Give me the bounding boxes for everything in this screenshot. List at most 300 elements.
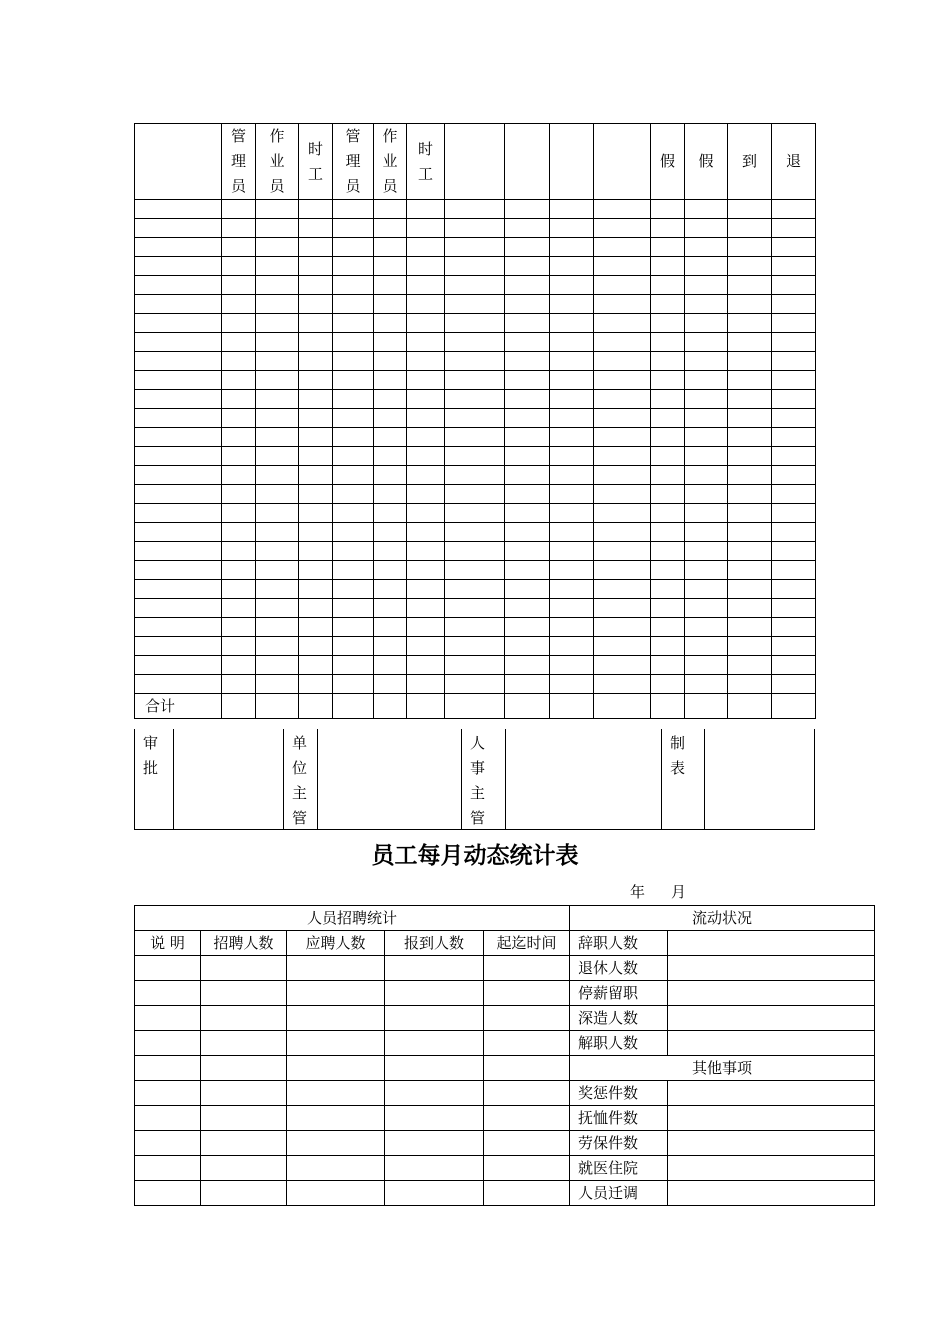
table-cell[interactable]: [772, 656, 816, 675]
table-cell[interactable]: [333, 599, 374, 618]
table-cell[interactable]: [685, 580, 728, 599]
table-cell[interactable]: [222, 618, 256, 637]
table-cell[interactable]: [222, 200, 256, 219]
table-cell[interactable]: [772, 219, 816, 238]
recruit-cell[interactable]: [385, 1181, 484, 1206]
recruit-cell[interactable]: [287, 1181, 385, 1206]
table-cell[interactable]: [299, 542, 333, 561]
table-cell[interactable]: [445, 200, 505, 219]
table-cell[interactable]: [135, 390, 222, 409]
table-cell[interactable]: [728, 409, 772, 428]
table-cell[interactable]: [651, 371, 685, 390]
recruit-cell[interactable]: [201, 981, 287, 1006]
table-cell[interactable]: [505, 295, 550, 314]
table-cell[interactable]: [772, 295, 816, 314]
table-cell[interactable]: [505, 257, 550, 276]
table-cell[interactable]: [550, 390, 594, 409]
table-cell[interactable]: [135, 428, 222, 447]
table-cell[interactable]: [222, 447, 256, 466]
table-cell[interactable]: [445, 599, 505, 618]
table-cell[interactable]: [333, 675, 374, 694]
flow-item-value[interactable]: [668, 931, 875, 956]
table-cell[interactable]: [550, 580, 594, 599]
recruit-cell[interactable]: [287, 1106, 385, 1131]
table-cell[interactable]: [222, 466, 256, 485]
other-item-value[interactable]: [668, 1106, 875, 1131]
table-cell[interactable]: [299, 314, 333, 333]
table-cell[interactable]: [505, 409, 550, 428]
table-cell[interactable]: [728, 523, 772, 542]
recruit-cell[interactable]: [484, 1006, 570, 1031]
table-cell[interactable]: [222, 409, 256, 428]
total-cell[interactable]: [256, 694, 299, 719]
table-cell[interactable]: [685, 428, 728, 447]
table-cell[interactable]: [222, 428, 256, 447]
table-cell[interactable]: [505, 618, 550, 637]
table-cell[interactable]: [374, 485, 407, 504]
table-cell[interactable]: [333, 428, 374, 447]
table-cell[interactable]: [407, 637, 445, 656]
table-cell[interactable]: [505, 314, 550, 333]
table-cell[interactable]: [407, 504, 445, 523]
table-cell[interactable]: [256, 656, 299, 675]
table-cell[interactable]: [550, 276, 594, 295]
table-cell[interactable]: [505, 542, 550, 561]
table-cell[interactable]: [333, 485, 374, 504]
table-cell[interactable]: [374, 333, 407, 352]
recruit-cell[interactable]: [484, 1131, 570, 1156]
table-cell[interactable]: [594, 523, 651, 542]
table-cell[interactable]: [222, 599, 256, 618]
table-cell[interactable]: [594, 276, 651, 295]
table-cell[interactable]: [594, 352, 651, 371]
recruit-cell[interactable]: [484, 1081, 570, 1106]
table-cell[interactable]: [222, 390, 256, 409]
table-cell[interactable]: [333, 656, 374, 675]
table-cell[interactable]: [550, 371, 594, 390]
table-cell[interactable]: [256, 276, 299, 295]
table-cell[interactable]: [299, 428, 333, 447]
table-cell[interactable]: [685, 466, 728, 485]
recruit-cell[interactable]: [287, 1056, 385, 1081]
table-cell[interactable]: [550, 200, 594, 219]
unit-supervisor-signature-field[interactable]: [317, 729, 461, 829]
table-cell[interactable]: [728, 466, 772, 485]
table-cell[interactable]: [685, 238, 728, 257]
table-cell[interactable]: [505, 390, 550, 409]
total-cell[interactable]: [374, 694, 407, 719]
table-cell[interactable]: [505, 580, 550, 599]
table-cell[interactable]: [505, 219, 550, 238]
table-cell[interactable]: [505, 656, 550, 675]
table-cell[interactable]: [299, 295, 333, 314]
table-cell[interactable]: [299, 580, 333, 599]
table-cell[interactable]: [594, 504, 651, 523]
total-cell[interactable]: [772, 694, 816, 719]
table-cell[interactable]: [685, 618, 728, 637]
table-cell[interactable]: [772, 409, 816, 428]
table-cell[interactable]: [505, 523, 550, 542]
table-cell[interactable]: [685, 257, 728, 276]
table-cell[interactable]: [299, 523, 333, 542]
table-cell[interactable]: [299, 390, 333, 409]
recruit-cell[interactable]: [201, 956, 287, 981]
recruit-cell[interactable]: [135, 1056, 201, 1081]
table-cell[interactable]: [256, 447, 299, 466]
recruit-cell[interactable]: [201, 1006, 287, 1031]
table-cell[interactable]: [505, 371, 550, 390]
table-cell[interactable]: [333, 466, 374, 485]
table-cell[interactable]: [651, 523, 685, 542]
table-cell[interactable]: [594, 409, 651, 428]
table-cell[interactable]: [256, 409, 299, 428]
table-cell[interactable]: [772, 352, 816, 371]
table-cell[interactable]: [135, 542, 222, 561]
total-cell[interactable]: [299, 694, 333, 719]
recruit-cell[interactable]: [385, 1081, 484, 1106]
table-cell[interactable]: [550, 428, 594, 447]
table-cell[interactable]: [333, 371, 374, 390]
table-cell[interactable]: [651, 428, 685, 447]
table-cell[interactable]: [407, 390, 445, 409]
table-cell[interactable]: [299, 219, 333, 238]
table-cell[interactable]: [135, 238, 222, 257]
table-cell[interactable]: [651, 599, 685, 618]
table-cell[interactable]: [135, 447, 222, 466]
recruit-cell[interactable]: [287, 1006, 385, 1031]
table-cell[interactable]: [550, 599, 594, 618]
recruit-cell[interactable]: [201, 1181, 287, 1206]
recruit-cell[interactable]: [385, 1056, 484, 1081]
table-cell[interactable]: [299, 276, 333, 295]
table-cell[interactable]: [728, 561, 772, 580]
table-cell[interactable]: [256, 295, 299, 314]
table-cell[interactable]: [550, 409, 594, 428]
table-cell[interactable]: [550, 333, 594, 352]
table-cell[interactable]: [505, 200, 550, 219]
table-cell[interactable]: [135, 466, 222, 485]
total-cell[interactable]: [445, 694, 505, 719]
table-cell[interactable]: [651, 618, 685, 637]
table-cell[interactable]: [374, 371, 407, 390]
table-cell[interactable]: [550, 238, 594, 257]
table-cell[interactable]: [256, 390, 299, 409]
other-item-value[interactable]: [668, 1081, 875, 1106]
table-cell[interactable]: [728, 504, 772, 523]
table-cell[interactable]: [445, 656, 505, 675]
table-cell[interactable]: [772, 485, 816, 504]
table-cell[interactable]: [256, 200, 299, 219]
recruit-cell[interactable]: [201, 1131, 287, 1156]
prepared-by-signature-field[interactable]: [704, 729, 814, 829]
table-cell[interactable]: [594, 295, 651, 314]
table-cell[interactable]: [222, 637, 256, 656]
table-cell[interactable]: [374, 618, 407, 637]
table-cell[interactable]: [222, 371, 256, 390]
table-cell[interactable]: [728, 390, 772, 409]
table-cell[interactable]: [685, 675, 728, 694]
table-cell[interactable]: [685, 314, 728, 333]
table-cell[interactable]: [728, 675, 772, 694]
hr-supervisor-signature-field[interactable]: [505, 729, 661, 829]
table-cell[interactable]: [550, 656, 594, 675]
table-cell[interactable]: [772, 599, 816, 618]
table-cell[interactable]: [135, 409, 222, 428]
table-cell[interactable]: [407, 466, 445, 485]
table-cell[interactable]: [772, 447, 816, 466]
table-cell[interactable]: [299, 257, 333, 276]
table-cell[interactable]: [374, 523, 407, 542]
table-cell[interactable]: [772, 675, 816, 694]
table-cell[interactable]: [772, 618, 816, 637]
table-cell[interactable]: [505, 637, 550, 656]
flow-item-value[interactable]: [668, 956, 875, 981]
recruit-cell[interactable]: [135, 1081, 201, 1106]
flow-item-value[interactable]: [668, 1006, 875, 1031]
table-cell[interactable]: [333, 219, 374, 238]
table-cell[interactable]: [685, 390, 728, 409]
table-cell[interactable]: [445, 371, 505, 390]
recruit-cell[interactable]: [135, 1031, 201, 1056]
table-cell[interactable]: [772, 200, 816, 219]
table-cell[interactable]: [772, 466, 816, 485]
table-cell[interactable]: [594, 637, 651, 656]
table-cell[interactable]: [333, 618, 374, 637]
table-cell[interactable]: [135, 523, 222, 542]
table-cell[interactable]: [256, 637, 299, 656]
table-cell[interactable]: [772, 580, 816, 599]
table-cell[interactable]: [135, 371, 222, 390]
table-cell[interactable]: [299, 637, 333, 656]
recruit-cell[interactable]: [287, 956, 385, 981]
table-cell[interactable]: [728, 371, 772, 390]
table-cell[interactable]: [445, 485, 505, 504]
table-cell[interactable]: [550, 523, 594, 542]
table-cell[interactable]: [505, 485, 550, 504]
table-cell[interactable]: [135, 485, 222, 504]
table-cell[interactable]: [728, 333, 772, 352]
table-cell[interactable]: [445, 295, 505, 314]
total-cell[interactable]: [222, 694, 256, 719]
table-cell[interactable]: [374, 295, 407, 314]
table-cell[interactable]: [222, 485, 256, 504]
table-cell[interactable]: [333, 352, 374, 371]
table-cell[interactable]: [135, 333, 222, 352]
table-cell[interactable]: [333, 447, 374, 466]
table-cell[interactable]: [445, 219, 505, 238]
recruit-cell[interactable]: [385, 956, 484, 981]
table-cell[interactable]: [333, 409, 374, 428]
table-cell[interactable]: [374, 428, 407, 447]
table-cell[interactable]: [594, 428, 651, 447]
table-cell[interactable]: [135, 219, 222, 238]
table-cell[interactable]: [222, 504, 256, 523]
table-cell[interactable]: [594, 561, 651, 580]
table-cell[interactable]: [256, 523, 299, 542]
table-cell[interactable]: [407, 561, 445, 580]
table-cell[interactable]: [505, 504, 550, 523]
table-cell[interactable]: [407, 580, 445, 599]
table-cell[interactable]: [685, 295, 728, 314]
table-cell[interactable]: [651, 333, 685, 352]
table-cell[interactable]: [299, 618, 333, 637]
table-cell[interactable]: [651, 276, 685, 295]
table-cell[interactable]: [728, 352, 772, 371]
table-cell[interactable]: [222, 675, 256, 694]
table-cell[interactable]: [135, 295, 222, 314]
table-cell[interactable]: [445, 276, 505, 295]
table-cell[interactable]: [256, 599, 299, 618]
table-cell[interactable]: [256, 257, 299, 276]
table-cell[interactable]: [333, 314, 374, 333]
table-cell[interactable]: [594, 333, 651, 352]
table-cell[interactable]: [407, 257, 445, 276]
table-cell[interactable]: [222, 238, 256, 257]
table-cell[interactable]: [374, 542, 407, 561]
table-cell[interactable]: [407, 523, 445, 542]
table-cell[interactable]: [651, 485, 685, 504]
table-cell[interactable]: [374, 637, 407, 656]
table-cell[interactable]: [222, 333, 256, 352]
table-cell[interactable]: [256, 618, 299, 637]
recruit-cell[interactable]: [385, 1006, 484, 1031]
table-cell[interactable]: [445, 409, 505, 428]
recruit-cell[interactable]: [385, 1156, 484, 1181]
table-cell[interactable]: [135, 200, 222, 219]
recruit-cell[interactable]: [201, 1031, 287, 1056]
table-cell[interactable]: [333, 238, 374, 257]
table-cell[interactable]: [505, 276, 550, 295]
table-cell[interactable]: [550, 295, 594, 314]
table-cell[interactable]: [256, 314, 299, 333]
flow-item-value[interactable]: [668, 981, 875, 1006]
table-cell[interactable]: [333, 257, 374, 276]
table-cell[interactable]: [407, 219, 445, 238]
table-cell[interactable]: [256, 466, 299, 485]
table-cell[interactable]: [651, 238, 685, 257]
table-cell[interactable]: [333, 333, 374, 352]
table-cell[interactable]: [728, 485, 772, 504]
table-cell[interactable]: [594, 219, 651, 238]
table-cell[interactable]: [135, 276, 222, 295]
table-cell[interactable]: [651, 390, 685, 409]
table-cell[interactable]: [651, 466, 685, 485]
table-cell[interactable]: [728, 238, 772, 257]
table-cell[interactable]: [135, 314, 222, 333]
table-cell[interactable]: [505, 238, 550, 257]
table-cell[interactable]: [550, 447, 594, 466]
table-cell[interactable]: [222, 276, 256, 295]
table-cell[interactable]: [772, 257, 816, 276]
table-cell[interactable]: [222, 219, 256, 238]
table-cell[interactable]: [594, 200, 651, 219]
table-cell[interactable]: [505, 447, 550, 466]
table-cell[interactable]: [728, 542, 772, 561]
recruit-cell[interactable]: [201, 1106, 287, 1131]
table-cell[interactable]: [685, 371, 728, 390]
table-cell[interactable]: [256, 561, 299, 580]
table-cell[interactable]: [594, 599, 651, 618]
table-cell[interactable]: [445, 390, 505, 409]
table-cell[interactable]: [407, 656, 445, 675]
table-cell[interactable]: [594, 447, 651, 466]
table-cell[interactable]: [445, 238, 505, 257]
recruit-cell[interactable]: [484, 1156, 570, 1181]
table-cell[interactable]: [651, 257, 685, 276]
recruit-cell[interactable]: [135, 981, 201, 1006]
table-cell[interactable]: [135, 618, 222, 637]
recruit-cell[interactable]: [484, 1056, 570, 1081]
table-cell[interactable]: [333, 542, 374, 561]
table-cell[interactable]: [135, 504, 222, 523]
recruit-cell[interactable]: [385, 981, 484, 1006]
table-cell[interactable]: [445, 504, 505, 523]
table-cell[interactable]: [299, 675, 333, 694]
table-cell[interactable]: [374, 675, 407, 694]
approve-signature-field[interactable]: [173, 729, 283, 829]
table-cell[interactable]: [550, 466, 594, 485]
table-cell[interactable]: [685, 409, 728, 428]
table-cell[interactable]: [651, 447, 685, 466]
recruit-cell[interactable]: [201, 1156, 287, 1181]
table-cell[interactable]: [222, 295, 256, 314]
table-cell[interactable]: [685, 637, 728, 656]
table-cell[interactable]: [445, 523, 505, 542]
table-cell[interactable]: [333, 200, 374, 219]
table-cell[interactable]: [728, 219, 772, 238]
table-cell[interactable]: [651, 637, 685, 656]
table-cell[interactable]: [685, 504, 728, 523]
recruit-cell[interactable]: [287, 1156, 385, 1181]
recruit-cell[interactable]: [287, 981, 385, 1006]
table-cell[interactable]: [222, 542, 256, 561]
table-cell[interactable]: [594, 675, 651, 694]
table-cell[interactable]: [299, 447, 333, 466]
table-cell[interactable]: [550, 561, 594, 580]
table-cell[interactable]: [445, 561, 505, 580]
table-cell[interactable]: [135, 257, 222, 276]
table-cell[interactable]: [374, 390, 407, 409]
recruit-cell[interactable]: [135, 1181, 201, 1206]
table-cell[interactable]: [728, 447, 772, 466]
table-cell[interactable]: [685, 485, 728, 504]
table-cell[interactable]: [222, 257, 256, 276]
table-cell[interactable]: [685, 200, 728, 219]
table-cell[interactable]: [256, 542, 299, 561]
table-cell[interactable]: [594, 542, 651, 561]
table-cell[interactable]: [407, 200, 445, 219]
table-cell[interactable]: [299, 599, 333, 618]
table-cell[interactable]: [594, 314, 651, 333]
table-cell[interactable]: [407, 371, 445, 390]
recruit-cell[interactable]: [135, 956, 201, 981]
table-cell[interactable]: [651, 295, 685, 314]
table-cell[interactable]: [505, 561, 550, 580]
table-cell[interactable]: [685, 561, 728, 580]
table-cell[interactable]: [222, 656, 256, 675]
table-cell[interactable]: [728, 314, 772, 333]
table-cell[interactable]: [728, 637, 772, 656]
table-cell[interactable]: [135, 561, 222, 580]
table-cell[interactable]: [505, 599, 550, 618]
table-cell[interactable]: [374, 200, 407, 219]
table-cell[interactable]: [505, 675, 550, 694]
table-cell[interactable]: [651, 542, 685, 561]
table-cell[interactable]: [685, 599, 728, 618]
table-cell[interactable]: [256, 219, 299, 238]
table-cell[interactable]: [685, 656, 728, 675]
table-cell[interactable]: [594, 485, 651, 504]
